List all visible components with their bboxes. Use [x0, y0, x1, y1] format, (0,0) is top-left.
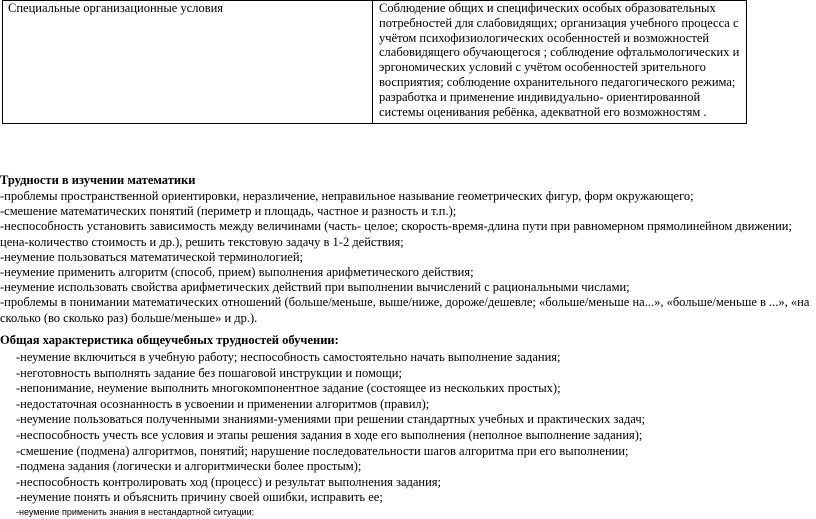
list-item: -смешение (подмена) алгоритмов, понятий; нарушение последовательности шагов алгоритма при его выполнении; — [16, 443, 629, 458]
list-item-small: -неумение применить знания в нестандартной ситуации; — [16, 506, 255, 517]
table-cell-right — [373, 1, 747, 124]
list-item: -непонимание, неумение выполнить многокомпонентное задание (состоящее из нескольких простых); — [16, 381, 561, 396]
cell-right-line: восприятия; соблюдение охранительного педагогического режима; — [379, 74, 736, 89]
list-item: -неумение понять и объяснить причину своей ошибки, исправить ее; — [16, 490, 383, 505]
table-cell-left — [3, 1, 373, 124]
general-difficulties-list — [16, 350, 645, 519]
section-title-general-difficulties: Общая характеристика общеучебных трудностей обучении: — [0, 333, 339, 347]
cell-right-line: слабовидящего обучающегося ; соблюдение офтальмологических и — [379, 45, 740, 60]
cell-right-line: потребностей для слабовидящих; организация учебного процесса с — [379, 15, 739, 30]
list-item: -неумение включиться в учебную работу; неспособность самостоятельно начать выполнение задания; — [16, 350, 561, 364]
cell-right-line: эргономических условий с учётом особенностей зрительного — [379, 60, 706, 75]
list-item: -неумение применить алгоритм (способ, прием) выполнения арифметического действия; — [0, 265, 474, 280]
list-item: -неумение использовать свойства арифметических действий при выполнении вычислений с рациональными числами; — [0, 280, 630, 295]
list-item: -неспособность установить зависимость между величинами (часть- целое; скорость-время-длина пути при равномерном прямолинейном движении; — [0, 219, 792, 234]
cell-left-text: Специальные организационные условия — [8, 1, 224, 15]
cell-right-line: Соблюдение общих и специфических особых образовательных — [379, 1, 716, 15]
list-item: -смешение математических понятий (периметр и площадь, частное и разность и т.п.); — [0, 204, 457, 219]
list-item: -проблемы в понимании математических отношений (больше/меньше, выше/ниже, дороже/дешевле; «больше/меньше на...», «больше/меньше в ...», «на — [0, 295, 810, 310]
list-item: -неготовность выполнять задание без пошаговой инструкции и помощи; — [16, 365, 402, 380]
conditions-table — [2, 0, 747, 124]
list-item: сколько (во сколько раз) больше/меньше» и др.). — [0, 310, 258, 325]
math-difficulties-list — [0, 189, 809, 326]
list-item: -подмена задания (логически и алгоритмически более простым); — [16, 459, 362, 474]
list-item: -недостаточная осознанность в усвоении и применении алгоритмов (правил); — [16, 396, 430, 411]
list-item: -неумение пользоваться математической терминологией; — [0, 249, 303, 264]
list-item: -неспособность контролировать ход (процесс) и результат выполнения задания; — [16, 474, 442, 489]
table-row — [3, 1, 747, 124]
list-item: -неумение пользоваться полученными знаниями-умениями при решении стандартных учебных и практических задач; — [16, 412, 646, 427]
cell-right-line: разработка и применение индивидуально- ориентированной — [379, 89, 701, 104]
list-item: -проблемы пространственной ориентировки, неразличение, неправильное называние геометрических фигур, форм окружающего; — [0, 189, 694, 203]
cell-right-line: системы оценивания ребёнка, адекватной его возможностям . — [379, 104, 707, 119]
list-item: -неспособность учесть все условия и этапы решения задания в ходе его выполнения (неполное выполнение задания); — [16, 427, 643, 442]
cell-right-line: учётом психофизиологических особенностей и возможностей — [379, 30, 710, 45]
section-title-math-difficulties: Трудности в изучении математики — [0, 173, 196, 187]
list-item: цена-количество стоимость и др.), решить текстовую задачу в 1-2 действия; — [0, 234, 404, 249]
